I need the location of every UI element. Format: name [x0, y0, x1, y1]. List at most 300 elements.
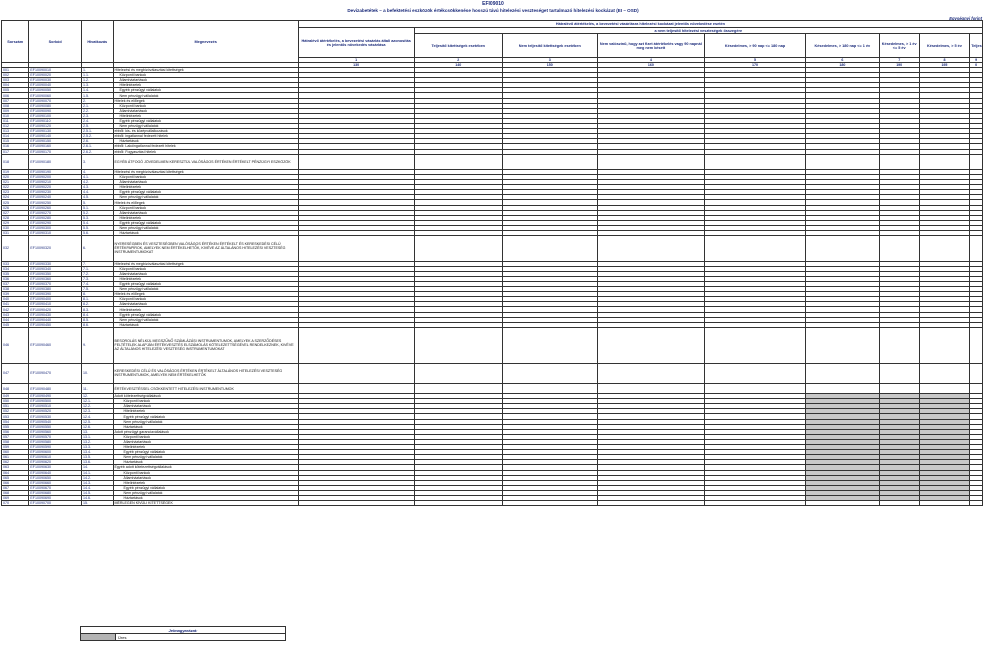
col-header-3: Nem teljesítő kitettségek esetében — [502, 34, 597, 58]
value-cell[interactable] — [806, 236, 880, 262]
row-code: EF10090460 — [29, 327, 82, 363]
row-description: Hitelintézetek — [113, 185, 298, 190]
row-reference: 8.4. — [81, 312, 113, 317]
row-code: EF10090350 — [29, 271, 82, 276]
row-code: EF10090400 — [29, 297, 82, 302]
row-reference: 12.4. — [81, 414, 113, 419]
row-number: 033 — [2, 261, 29, 266]
row-reference: 7.5. — [81, 287, 113, 292]
row-code: EF10090670 — [29, 485, 82, 490]
row-code: EF10090580 — [29, 439, 82, 444]
row-code: EF10090650 — [29, 475, 82, 480]
col-code: 160 — [597, 63, 704, 68]
row-number: 031 — [2, 231, 29, 236]
row-description: Központi bankok — [113, 399, 298, 404]
row-reference: 14.6. — [81, 495, 113, 500]
row-code: EF10090540 — [29, 419, 82, 424]
row-code: EF10090340 — [29, 266, 82, 271]
value-cell[interactable] — [806, 501, 880, 506]
row-reference: 2.2. — [81, 108, 113, 113]
col-code: 190 — [879, 63, 919, 68]
row-description: Központi bankok — [113, 297, 298, 302]
value-cell[interactable] — [414, 363, 502, 383]
col-number: 4 — [597, 58, 704, 63]
row-description: Nem pénzügyi vállalatok — [113, 317, 298, 322]
row-number: 015 — [2, 139, 29, 144]
row-description: Egyéb adott kötelezettségvállalások — [113, 465, 298, 470]
row-number: 058 — [2, 439, 29, 444]
row-reference: 1.5. — [81, 93, 113, 98]
col-header-sorszam: Sorszám — [2, 21, 29, 63]
col-code: 0 — [970, 63, 983, 68]
col-header-9: Teljes — [970, 34, 983, 58]
value-cell[interactable] — [970, 154, 983, 169]
sub-group-header: a nem teljesítő hitelezési veszteségek összegére — [414, 28, 982, 34]
row-number: 029 — [2, 220, 29, 225]
legend-swatch-grey — [81, 634, 116, 641]
col-number: 7 — [879, 58, 919, 63]
row-number: 068 — [2, 490, 29, 495]
row-number: 022 — [2, 185, 29, 190]
value-cell[interactable] — [919, 501, 970, 506]
row-description: MÉRLEGEN KÍVÜLI KITETTSÉGEK — [113, 501, 298, 506]
row-description: Nem pénzügyi vállalatok — [113, 455, 298, 460]
row-description: Egyéb pénzügyi vállalatok — [113, 485, 298, 490]
legend-item-label: Üres — [116, 634, 286, 641]
row-description: Államháztartások — [113, 475, 298, 480]
value-cell[interactable] — [298, 363, 414, 383]
row-reference: 2.4. — [81, 118, 113, 123]
row-number: 028 — [2, 215, 29, 220]
row-code: EF10090310 — [29, 231, 82, 236]
row-number: 011 — [2, 118, 29, 123]
row-description: Központi bankok — [113, 73, 298, 78]
value-cell[interactable] — [970, 363, 983, 383]
value-cell[interactable] — [879, 363, 919, 383]
row-number: 027 — [2, 210, 29, 215]
col-header-1: Hátralévő átértékelés, a bevezetési vásárlás általi azonosítás és jelentős növekedés vásárlása — [298, 28, 414, 58]
value-cell[interactable] — [298, 501, 414, 506]
row-description: BESOROLÁS NÉLKÜL MEGSZŰNŐ SZÁMLÁZÁSI INSTRUMENTUMOK, AMELYEK A SZERZŐDÉSES FELTÉTELEK ALAPJÁN ÉRTÉKVESZTÉS ELSZÁMOLÁS KÖTELEZETTSÉGÉVEL RENDELKEZNEK, KIVÉVE AZ ÁLTALÁNOS HITELEZÉSI VESZTESÉG INSTRUMENTUMOKAT — [113, 327, 298, 363]
row-code: EF10090380 — [29, 287, 82, 292]
row-code: EF10090260 — [29, 205, 82, 210]
row-description: Központi bankok — [113, 103, 298, 108]
row-reference: 1.4. — [81, 88, 113, 93]
value-cell[interactable] — [879, 383, 919, 393]
row-code: EF10090210 — [29, 180, 82, 185]
col-header-6: Késedelmes, > 180 nap <= 1 év — [806, 34, 880, 58]
row-description: Hitelintézetek — [113, 445, 298, 450]
row-code: EF10090430 — [29, 312, 82, 317]
value-cell[interactable] — [502, 383, 597, 393]
value-cell[interactable] — [414, 327, 502, 363]
row-reference: 13.5. — [81, 455, 113, 460]
row-code: EF10090550 — [29, 424, 82, 429]
row-description: Adott pénzügyi garanciavállalások — [113, 429, 298, 434]
row-code: EF10090520 — [29, 409, 82, 414]
row-description: Nem pénzügyi vállalatok — [113, 93, 298, 98]
value-cell[interactable] — [879, 236, 919, 262]
legend-title: Jelmagyarázat: — [81, 627, 286, 634]
value-cell[interactable] — [970, 383, 983, 393]
value-cell[interactable] — [502, 236, 597, 262]
row-code: EF10090120 — [29, 124, 82, 129]
row-reference: 14.3. — [81, 480, 113, 485]
row-reference: 15. — [81, 501, 113, 506]
value-cell[interactable] — [597, 327, 704, 363]
unit-label: Egységnyi forint — [949, 16, 982, 21]
row-reference: 4.3. — [81, 185, 113, 190]
row-number: 034 — [2, 266, 29, 271]
row-code: EF10090170 — [29, 149, 82, 154]
value-cell[interactable] — [705, 327, 806, 363]
col-code: 170 — [705, 63, 806, 68]
table-row — [2, 383, 983, 393]
value-cell[interactable] — [806, 327, 880, 363]
row-reference: 7.2. — [81, 271, 113, 276]
row-description: Államháztartások — [113, 78, 298, 83]
value-cell[interactable] — [705, 236, 806, 262]
row-description: Nem pénzügyi vállalatok — [113, 124, 298, 129]
row-code: EF10090100 — [29, 113, 82, 118]
row-reference: 2. — [81, 98, 113, 103]
row-reference: 5.2. — [81, 210, 113, 215]
row-number: 055 — [2, 424, 29, 429]
row-code: EF10090390 — [29, 292, 82, 297]
row-code: EF10090360 — [29, 276, 82, 281]
row-reference: 1. — [81, 68, 113, 73]
value-cell[interactable] — [879, 154, 919, 169]
row-code: EF10090440 — [29, 317, 82, 322]
row-number: 056 — [2, 429, 29, 434]
row-reference: 7.1. — [81, 266, 113, 271]
row-reference: 11. — [81, 383, 113, 393]
row-reference: 5.3. — [81, 215, 113, 220]
row-code: EF10090240 — [29, 195, 82, 200]
value-cell[interactable] — [705, 154, 806, 169]
row-reference: 2.1. — [81, 103, 113, 108]
row-description: Hitelezési és megbízóválasztási kitettségek — [113, 169, 298, 174]
col-number: 6 — [806, 58, 880, 63]
row-number: 059 — [2, 445, 29, 450]
row-code: EF10090700 — [29, 501, 82, 506]
value-cell[interactable] — [879, 327, 919, 363]
row-number: 050 — [2, 399, 29, 404]
value-cell[interactable] — [919, 363, 970, 383]
row-code: EF10090320 — [29, 236, 82, 262]
value-cell[interactable] — [919, 383, 970, 393]
row-description: ebből: Fogyasztási hitelek — [113, 149, 298, 154]
row-reference: 1.1. — [81, 73, 113, 78]
row-number: 046 — [2, 327, 29, 363]
row-number: 006 — [2, 93, 29, 98]
row-code: EF10090470 — [29, 363, 82, 383]
value-cell[interactable] — [970, 236, 983, 262]
group-header: Hátralévő átértékelés, a bevezetési vásárlásra hitelezési kockázat jelentős növekedése esetén — [298, 21, 982, 28]
value-cell[interactable] — [502, 154, 597, 169]
row-number: 060 — [2, 450, 29, 455]
row-description: Hitelintézetek — [113, 215, 298, 220]
row-number: 010 — [2, 113, 29, 118]
row-number: 065 — [2, 475, 29, 480]
col-code: 150 — [502, 63, 597, 68]
row-reference: 2.6. — [81, 139, 113, 144]
row-description: Háztartások — [113, 322, 298, 327]
value-cell[interactable] — [298, 327, 414, 363]
row-code: EF10090010 — [29, 68, 82, 73]
row-code: EF10090510 — [29, 404, 82, 409]
row-number: 037 — [2, 281, 29, 286]
row-number: 032 — [2, 236, 29, 262]
row-reference: 13.2. — [81, 439, 113, 444]
row-description: KERESKEDÉSI CÉLÚ ÉS VALÓSÁGOS ÉRTÉKEN ÉRTÉKELT ÁLTALÁNOS HITELEZÉSI VESZTESÉG INSTRUMENTUMOK, AMELYEK NEM ÉRTÉKELHETŐK — [113, 363, 298, 383]
row-reference: 4.1. — [81, 174, 113, 179]
row-number: 030 — [2, 225, 29, 230]
row-reference: 5. — [81, 200, 113, 205]
row-reference: 2.5.1. — [81, 129, 113, 134]
row-reference: 12.1. — [81, 399, 113, 404]
row-code: EF10090200 — [29, 174, 82, 179]
value-cell[interactable] — [502, 363, 597, 383]
row-code: EF10090190 — [29, 169, 82, 174]
row-number: 012 — [2, 124, 29, 129]
row-description: Hitelezési és megbízóválasztási kitettségek — [113, 261, 298, 266]
row-description: ebből: ingatlannal fedezett hitelek — [113, 134, 298, 139]
row-description: Háztartások — [113, 231, 298, 236]
row-number: 035 — [2, 271, 29, 276]
row-number: 009 — [2, 108, 29, 113]
row-code: EF10090600 — [29, 450, 82, 455]
row-number: 053 — [2, 414, 29, 419]
row-reference: 2.6.1. — [81, 144, 113, 149]
row-number: 049 — [2, 394, 29, 399]
row-reference: 8. — [81, 292, 113, 297]
row-number: 005 — [2, 88, 29, 93]
row-description: ÉRTÉKVESZTÉSSEL CSÖKKENTETT HITELEZÉSI INSTRUMENTUMOK — [113, 383, 298, 393]
row-description: Hitelezési és megbízóválasztási kitettségek — [113, 68, 298, 73]
value-cell[interactable] — [414, 501, 502, 506]
row-number: 021 — [2, 180, 29, 185]
row-number: 045 — [2, 322, 29, 327]
col-number: 5 — [705, 58, 806, 63]
row-reference: 4.4. — [81, 190, 113, 195]
row-description: ebből: Lakóingatlannal fedezett hitelek — [113, 144, 298, 149]
row-number: 057 — [2, 434, 29, 439]
row-reference: 2.6.2. — [81, 149, 113, 154]
row-reference: 13.1. — [81, 434, 113, 439]
value-cell[interactable] — [414, 383, 502, 393]
value-cell[interactable] — [597, 236, 704, 262]
value-cell[interactable] — [502, 327, 597, 363]
table-row — [2, 236, 983, 262]
value-cell[interactable] — [298, 383, 414, 393]
row-code: EF10090280 — [29, 215, 82, 220]
row-description: Egyéb pénzügyi vállalatok — [113, 220, 298, 225]
row-number: 054 — [2, 419, 29, 424]
row-code: EF10090680 — [29, 490, 82, 495]
row-reference: 14.2. — [81, 475, 113, 480]
row-reference: 12.6. — [81, 424, 113, 429]
col-number: 8 — [919, 58, 970, 63]
row-number: 040 — [2, 297, 29, 302]
row-reference: 2.3. — [81, 113, 113, 118]
row-code: EF10090090 — [29, 108, 82, 113]
row-reference: 5.5. — [81, 225, 113, 230]
value-cell[interactable] — [705, 501, 806, 506]
row-reference: 14. — [81, 465, 113, 470]
col-number: 2 — [414, 58, 502, 63]
row-reference: 8.1. — [81, 297, 113, 302]
row-description: Nem pénzügyi vállalatok — [113, 225, 298, 230]
row-reference: 8.3. — [81, 307, 113, 312]
row-number: 024 — [2, 195, 29, 200]
value-cell[interactable] — [806, 154, 880, 169]
row-code: EF10090480 — [29, 383, 82, 393]
row-reference: 9. — [81, 327, 113, 363]
row-number: 018 — [2, 154, 29, 169]
row-code: EF10090180 — [29, 154, 82, 169]
value-cell[interactable] — [705, 383, 806, 393]
row-number: 001 — [2, 68, 29, 73]
row-description: Egyéb pénzügyi vállalatok — [113, 281, 298, 286]
row-code: EF10090030 — [29, 78, 82, 83]
row-reference: 13.4. — [81, 450, 113, 455]
col-header-4: Nem valószínű, hogy azt fizet átértékelés vagy 90 napnál meg nem késett — [597, 34, 704, 58]
value-cell[interactable] — [919, 154, 970, 169]
row-code: EF10090590 — [29, 445, 82, 450]
row-description: Központi bankok — [113, 174, 298, 179]
value-cell[interactable] — [414, 154, 502, 169]
row-description: Központi bankok — [113, 266, 298, 271]
col-header-sorkod: Sorkód — [29, 21, 82, 63]
row-description: Háztartások — [113, 139, 298, 144]
row-code: EF10090640 — [29, 470, 82, 475]
row-reference: 12.5. — [81, 419, 113, 424]
table-row — [2, 154, 983, 169]
row-reference: 1.2. — [81, 78, 113, 83]
value-cell[interactable] — [970, 501, 983, 506]
row-description: Egyéb pénzügyi vállalatok — [113, 190, 298, 195]
row-reference: 7. — [81, 261, 113, 266]
row-reference: 4.2. — [81, 180, 113, 185]
row-reference: 12.2. — [81, 404, 113, 409]
row-code: EF10090690 — [29, 495, 82, 500]
row-description: Központi bankok — [113, 205, 298, 210]
value-cell[interactable] — [597, 363, 704, 383]
value-cell[interactable] — [705, 363, 806, 383]
row-code: EF10090150 — [29, 139, 82, 144]
row-code: EF10090290 — [29, 220, 82, 225]
row-description: Központi bankok — [113, 434, 298, 439]
row-description: Háztartások — [113, 460, 298, 465]
value-cell[interactable] — [806, 383, 880, 393]
row-code: EF10090410 — [29, 302, 82, 307]
col-header-hivatkozas: Hivatkozás — [81, 21, 113, 63]
row-description: Egyéb pénzügyi vállalatok — [113, 312, 298, 317]
row-code: EF10090050 — [29, 88, 82, 93]
row-reference: 7.4. — [81, 281, 113, 286]
row-description: Egyéb pénzügyi vállalatok — [113, 118, 298, 123]
row-reference: 2.5. — [81, 124, 113, 129]
row-reference: 2.5.2. — [81, 134, 113, 139]
value-cell[interactable] — [298, 154, 414, 169]
row-number: 014 — [2, 134, 29, 139]
value-cell[interactable] — [879, 501, 919, 506]
value-cell[interactable] — [597, 501, 704, 506]
row-reference: 12. — [81, 394, 113, 399]
row-reference: 13. — [81, 429, 113, 434]
value-cell[interactable] — [298, 236, 414, 262]
row-number: 063 — [2, 465, 29, 470]
row-code: EF10090490 — [29, 394, 82, 399]
row-number: 069 — [2, 495, 29, 500]
row-reference: 14.4. — [81, 485, 113, 490]
value-cell[interactable] — [919, 236, 970, 262]
row-number: 013 — [2, 129, 29, 134]
col-header-megnevezes: Megnevezés — [113, 21, 298, 63]
row-description: Államháztartások — [113, 439, 298, 444]
row-number: 019 — [2, 169, 29, 174]
row-description: Államháztartások — [113, 271, 298, 276]
row-code: EF10090370 — [29, 281, 82, 286]
row-code: EF10090020 — [29, 73, 82, 78]
row-number: 016 — [2, 144, 29, 149]
row-reference: 12.3. — [81, 409, 113, 414]
row-code: EF10090450 — [29, 322, 82, 327]
row-code: EF10090570 — [29, 434, 82, 439]
row-description: Egyéb pénzügyi vállalatok — [113, 88, 298, 93]
col-number: 9 — [970, 58, 983, 63]
value-cell[interactable] — [414, 236, 502, 262]
row-number: 036 — [2, 276, 29, 281]
row-reference: 4. — [81, 169, 113, 174]
value-cell[interactable] — [806, 363, 880, 383]
row-reference: 14.5. — [81, 490, 113, 495]
row-number: 042 — [2, 307, 29, 312]
row-code: EF10090560 — [29, 429, 82, 434]
value-cell[interactable] — [919, 327, 970, 363]
row-code: EF10090620 — [29, 460, 82, 465]
row-number: 048 — [2, 383, 29, 393]
row-description: Központi bankok — [113, 470, 298, 475]
row-number: 023 — [2, 190, 29, 195]
row-number: 061 — [2, 455, 29, 460]
row-description: Hitelek és előlegek — [113, 98, 298, 103]
row-description: Háztartások — [113, 495, 298, 500]
row-description: Egyéb pénzügyi vállalatok — [113, 414, 298, 419]
row-description: Államháztartások — [113, 302, 298, 307]
value-cell[interactable] — [970, 327, 983, 363]
row-description: NYERESÉGBEN ÉS VESZTESÉGBEN VALÓSÁGOS ÉRTÉKEN ÉRTÉKELT ÉS KERESKEDÉSI CÉLÚ ÉRTÉKPAPÍROK, AMELYEK NEM ÉRTÉKELHETŐK, KIVÉVE AZ ÁLTALÁNOS HITELEZÉSI VESZTESÉG INSTRUMENTUMOKAT — [113, 236, 298, 262]
row-number: 003 — [2, 78, 29, 83]
row-number: 062 — [2, 460, 29, 465]
data-table — [1, 20, 983, 506]
row-code: EF10090250 — [29, 200, 82, 205]
row-reference: 5.6. — [81, 231, 113, 236]
value-cell[interactable] — [502, 501, 597, 506]
table-body — [2, 21, 983, 506]
value-cell[interactable] — [597, 383, 704, 393]
value-cell[interactable] — [597, 154, 704, 169]
row-code: EF10090530 — [29, 414, 82, 419]
row-number: 002 — [2, 73, 29, 78]
row-number: 038 — [2, 287, 29, 292]
row-reference: 8.5. — [81, 317, 113, 322]
row-description: Hitelintézetek — [113, 307, 298, 312]
row-reference: 13.3. — [81, 445, 113, 450]
row-number: 044 — [2, 317, 29, 322]
row-code: EF10090660 — [29, 480, 82, 485]
